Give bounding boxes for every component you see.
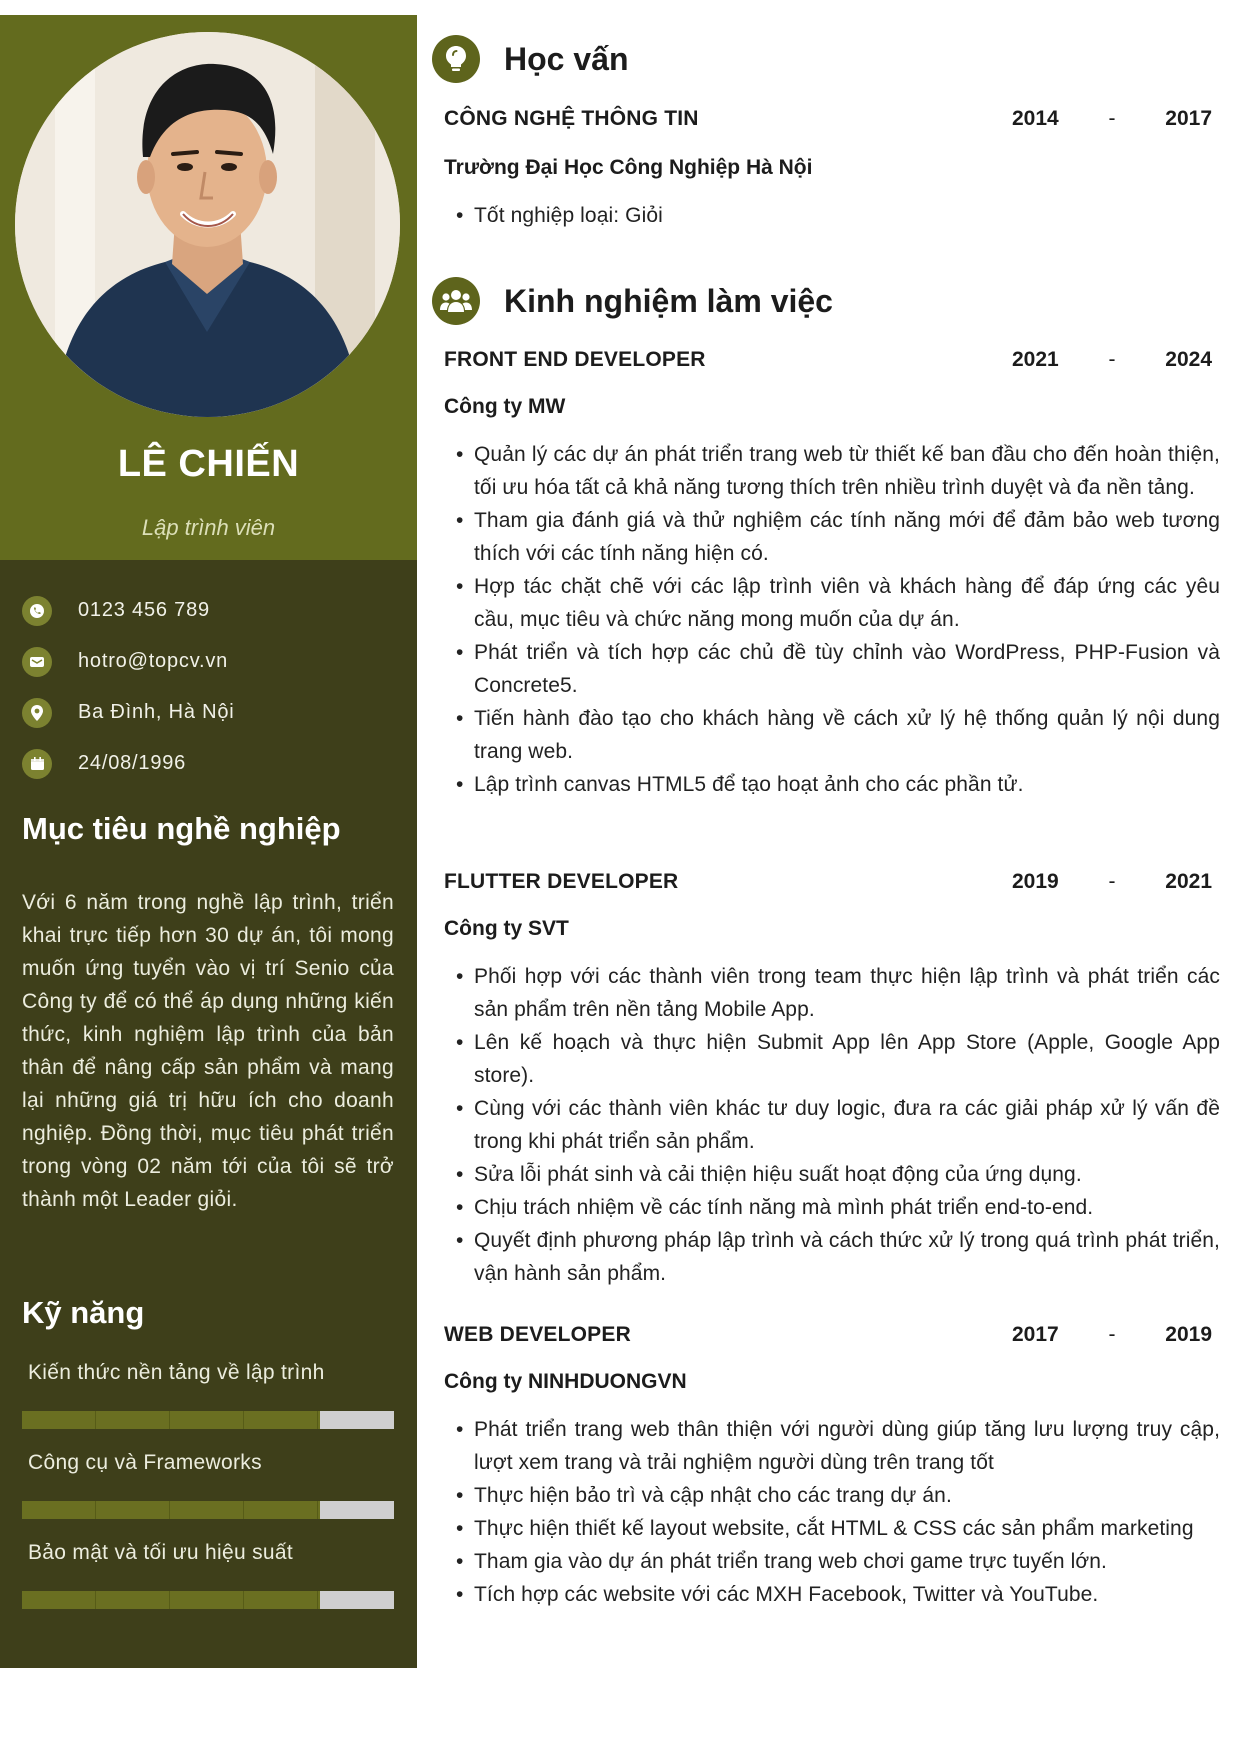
skill-label: Bảo mật và tối ưu hiệu suất xyxy=(28,1541,293,1564)
avatar-photo xyxy=(15,32,400,417)
list-item: • Cùng với các thành viên khác tư duy logic, đưa ra các giải pháp xử lý vấn đề trong khi phát triển sản phẩm. xyxy=(444,1092,1220,1158)
team-icon xyxy=(432,277,480,325)
company-name: Công ty SVT xyxy=(444,917,569,940)
education-major: CÔNG NGHỆ THÔNG TIN xyxy=(444,107,699,130)
list-item: • Lập trình canvas HTML5 để tạo hoạt ảnh cho các phần tử. xyxy=(444,768,1220,801)
job-duties xyxy=(444,960,1220,1290)
contact-phone xyxy=(22,585,402,636)
education-details xyxy=(444,199,1220,232)
profile-header xyxy=(0,15,417,560)
contact-list xyxy=(22,585,402,789)
address: Ba Đình, Hà Nội xyxy=(78,701,235,723)
job-duties xyxy=(444,1413,1220,1611)
contact-birthday xyxy=(22,738,402,789)
company-name: Công ty NINHDUONGVN xyxy=(444,1370,687,1393)
skill-label: Công cụ và Frameworks xyxy=(28,1451,262,1474)
job-years xyxy=(1012,348,1212,372)
objective-text: Với 6 năm trong nghề lập trình, triển khai trực tiếp hơn 30 dự án, tôi mong muốn ứng tuyển vào vị trí Senio của Công ty để có thể áp dụng những kiến thức, kinh nghiệm lập trình của bản thân để nâng cấp sản phẩm và mang lại những giá trị hữu ích cho doanh nghiệp. Đồng thời, mục tiêu phát triển trong vòng 02 năm tới của tôi sẽ trở thành một Leader giỏi. xyxy=(22,891,394,1211)
skill-bar-fill xyxy=(22,1501,320,1519)
list-item: • Phát triển trang web thân thiện với người dùng giúp tăng lưu lượng truy cập, lượt xem trang và trải nghiệm người dùng trên trang tốt xyxy=(444,1413,1220,1479)
skill-bar xyxy=(22,1411,394,1429)
year-separator: - xyxy=(1108,348,1116,371)
skill-bar xyxy=(22,1591,394,1609)
list-item: • Sửa lỗi phát sinh và cải thiện hiệu suất hoạt động của ứng dụng. xyxy=(444,1158,1220,1191)
list-item: • Tích hợp các website với các MXH Facebook, Twitter và YouTube. xyxy=(444,1578,1220,1611)
contact-email xyxy=(22,636,402,687)
skill-item xyxy=(22,1541,394,1565)
education-section-header xyxy=(432,35,628,83)
job-title: FLUTTER DEVELOPER xyxy=(444,870,679,893)
calendar-icon xyxy=(22,749,52,779)
year-end: 2024 xyxy=(1165,348,1212,371)
list-item: • Tiến hành đào tạo cho khách hàng về cách xử lý hệ thống quản lý nội dung trang web. xyxy=(444,702,1220,768)
skill-bar-fill xyxy=(22,1591,320,1609)
job-years xyxy=(1012,870,1212,894)
sidebar xyxy=(0,15,417,1668)
list-item: • Phối hợp với các thành viên trong team thực hiện lập trình và phát triển các sản phẩm trên nền tảng Mobile App. xyxy=(444,960,1220,1026)
job-title: FRONT END DEVELOPER xyxy=(444,348,706,371)
location-icon xyxy=(22,698,52,728)
list-item: • Tốt nghiệp loại: Giỏi xyxy=(444,199,1220,232)
objective-heading: Mục tiêu nghề nghiệp xyxy=(22,811,341,846)
list-item: • Phát triển và tích hợp các chủ đề tùy chỉnh vào WordPress, PHP-Fusion và Concrete5. xyxy=(444,636,1220,702)
year-end: 2021 xyxy=(1165,870,1212,893)
year-start: 2021 xyxy=(1012,348,1059,371)
list-item: • Thực hiện thiết kế layout website, cắt HTML & CSS các sản phẩm marketing xyxy=(444,1512,1220,1545)
year-end: 2019 xyxy=(1165,1323,1212,1346)
list-item: • Tham gia vào dự án phát triển trang web chơi game trực tuyến lớn. xyxy=(444,1545,1220,1578)
email-icon xyxy=(22,647,52,677)
list-item: • Chịu trách nhiệm về các tính năng mà mình phát triển end-to-end. xyxy=(444,1191,1220,1224)
list-item: • Thực hiện bảo trì và cập nhật cho các trang dự án. xyxy=(444,1479,1220,1512)
birth-date: 24/08/1996 xyxy=(78,752,187,774)
contact-address xyxy=(22,687,402,738)
year-start: 2019 xyxy=(1012,870,1059,893)
skill-bar xyxy=(22,1501,394,1519)
list-item: • Hợp tác chặt chẽ với các lập trình viên và khách hàng để đáp ứng các yêu cầu, mục tiêu và chức năng mong muốn của dự án. xyxy=(444,570,1220,636)
year-start: 2017 xyxy=(1012,1323,1059,1346)
lightbulb-icon xyxy=(432,35,480,83)
skills-heading: Kỹ năng xyxy=(22,1295,145,1330)
list-item: • Quyết định phương pháp lập trình và cách thức xử lý trong quá trình phát triển, vận hành sản phẩm. xyxy=(444,1224,1220,1290)
job-years xyxy=(1012,1323,1212,1347)
skill-item xyxy=(22,1361,394,1385)
list-item: • Lên kế hoạch và thực hiện Submit App lên App Store (Apple, Google App store). xyxy=(444,1026,1220,1092)
company-name: Công ty MW xyxy=(444,395,566,418)
year-separator: - xyxy=(1108,107,1116,130)
candidate-name: LÊ CHIẾN xyxy=(117,443,300,485)
year-separator: - xyxy=(1108,870,1116,893)
skill-item xyxy=(22,1451,394,1475)
education-years xyxy=(1012,107,1212,131)
avatar xyxy=(15,32,400,417)
list-item: • Quản lý các dự án phát triển trang web từ thiết kế ban đầu cho đến hoàn thiện, tối ưu hóa tất cả khả năng tương thích trên nhiều trình duyệt và đa nền tảng. xyxy=(444,438,1220,504)
email-address: hotro@topcv.vn xyxy=(78,650,229,672)
phone-icon xyxy=(22,596,52,626)
skill-label: Kiến thức nền tảng về lập trình xyxy=(28,1361,325,1384)
skill-bar-fill xyxy=(22,1411,320,1429)
experience-section-header xyxy=(432,277,833,325)
year-start: 2014 xyxy=(1012,107,1059,130)
experience-heading: Kinh nghiệm làm việc xyxy=(504,282,833,319)
candidate-role: Lập trình viên xyxy=(141,515,276,540)
year-separator: - xyxy=(1108,1323,1116,1346)
education-heading: Học vấn xyxy=(504,40,629,77)
school-name: Trường Đại Học Công Nghiệp Hà Nội xyxy=(444,156,813,179)
list-item: • Tham gia đánh giá và thử nghiệm các tính năng mới để đảm bảo web tương thích với các tính năng hiện có. xyxy=(444,504,1220,570)
year-end: 2017 xyxy=(1165,107,1212,130)
phone-number: 0123 456 789 xyxy=(78,599,210,621)
job-title: WEB DEVELOPER xyxy=(444,1323,631,1346)
job-duties xyxy=(444,438,1220,801)
